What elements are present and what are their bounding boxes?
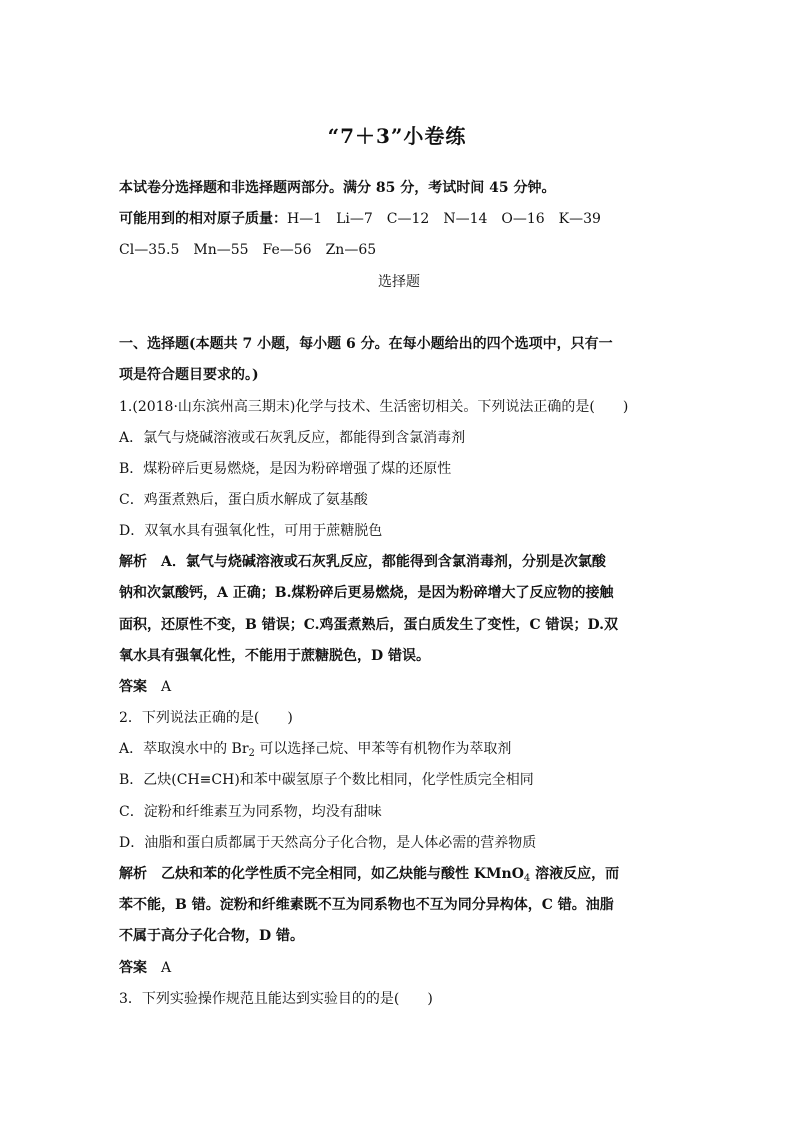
q2-option-b: B．乙炔(CH≡CH)和苯中碳氢原子个数比相同，化学性质完全相同 — [119, 772, 534, 788]
q2-option-c: C．淀粉和纤维素互为同系物，均没有甜味 — [119, 804, 382, 820]
atomic-masses-values-1: H—1 Li—7 C—12 N—14 O—16 K—39 — [287, 211, 601, 227]
q2-option-a-text-2: 可以选择己烷、甲苯等有机物作为萃取剂 — [254, 741, 512, 757]
q2-option-a — [119, 739, 679, 764]
atomic-masses-line-1 — [119, 209, 679, 229]
part1-header-line-1: 一、选择题(本题共 7 小题，每小题 6 分。在每小题给出的四个选项中，只有一 — [119, 336, 613, 352]
q2-analysis-line-2: 苯不能，B 错。淀粉和纤维素既不互为同系物也不互为同分异构体，C 错。油脂 — [119, 897, 614, 913]
atomic-masses-label: 可能用到的相对原子质量： — [119, 211, 287, 227]
q2-analysis-line-3: 不属于高分子化合物，D 错。 — [119, 928, 305, 944]
atomic-masses-line-2: Cl—35.5 Mn—55 Fe—56 Zn—65 — [119, 242, 377, 258]
page-title: “7＋3”小卷练 — [327, 124, 467, 148]
q1-option-b: B．煤粉碎后更易燃烧，是因为粉碎增强了煤的还原性 — [119, 461, 452, 477]
q2-analysis-text-1a: 乙炔和苯的化学性质不完全相同，如乙炔能与酸性 KMnO — [161, 866, 524, 882]
q2-analysis-subscript: 4 — [523, 873, 531, 884]
q2-option-a-text-1: A．萃取溴水中的 Br — [119, 741, 249, 757]
q2-answer-label: 答案 — [119, 960, 147, 976]
q3-stem: 3．下列实验操作规范且能达到实验目的的是( ) — [119, 991, 433, 1007]
q1-answer-value: A — [161, 679, 172, 695]
q2-analysis-text-1b: 溶液反应，而 — [530, 866, 620, 882]
q1-analysis-line-3: 面积，还原性不变，B 错误；C.鸡蛋煮熟后，蛋白质发生了变性，C 错误；D.双 — [119, 617, 619, 633]
q1-option-a: A．氯气与烧碱溶液或石灰乳反应，都能得到含氯消毒剂 — [119, 430, 466, 446]
q1-analysis-line-4: 氧水具有强氧化性，不能用于蔗糖脱色，D 错误。 — [119, 648, 431, 664]
q1-analysis-line-1 — [119, 552, 679, 572]
q1-analysis-label: 解析 — [119, 554, 147, 570]
q1-analysis-line-2: 钠和次氯酸钙，A 正确；B.煤粉碎后更易燃烧，是因为粉碎增大了反应物的接触 — [119, 585, 614, 601]
section-title: 选择题 — [378, 274, 420, 290]
q2-stem: 2．下列说法正确的是( ) — [119, 710, 293, 726]
intro-line: 本试卷分选择题和非选择题两部分。满分 85 分，考试时间 45 分钟。 — [119, 180, 556, 196]
q2-analysis-line-1 — [119, 864, 679, 889]
q1-stem: 1.(2018·山东滨州高三期末)化学与技术、生活密切相关。下列说法正确的是( ) — [119, 399, 629, 415]
q1-answer-line — [119, 677, 679, 697]
q1-option-c: C．鸡蛋煮熟后，蛋白质水解成了氨基酸 — [119, 492, 368, 508]
q2-answer-value: A — [161, 960, 172, 976]
q1-analysis-text-1: A．氯气与烧碱溶液或石灰乳反应，都能得到含氯消毒剂，分别是次氯酸 — [161, 554, 606, 570]
q2-option-a-subscript: 2 — [248, 748, 255, 759]
part1-header-line-2: 项是符合题目要求的。) — [119, 367, 259, 383]
q2-answer-line — [119, 958, 679, 978]
q1-answer-label: 答案 — [119, 679, 147, 695]
q2-option-d: D．油脂和蛋白质都属于天然高分子化合物，是人体必需的营养物质 — [119, 835, 537, 851]
q1-option-d: D．双氧水具有强氧化性，可用于蔗糖脱色 — [119, 523, 383, 539]
q2-analysis-label: 解析 — [119, 866, 147, 882]
